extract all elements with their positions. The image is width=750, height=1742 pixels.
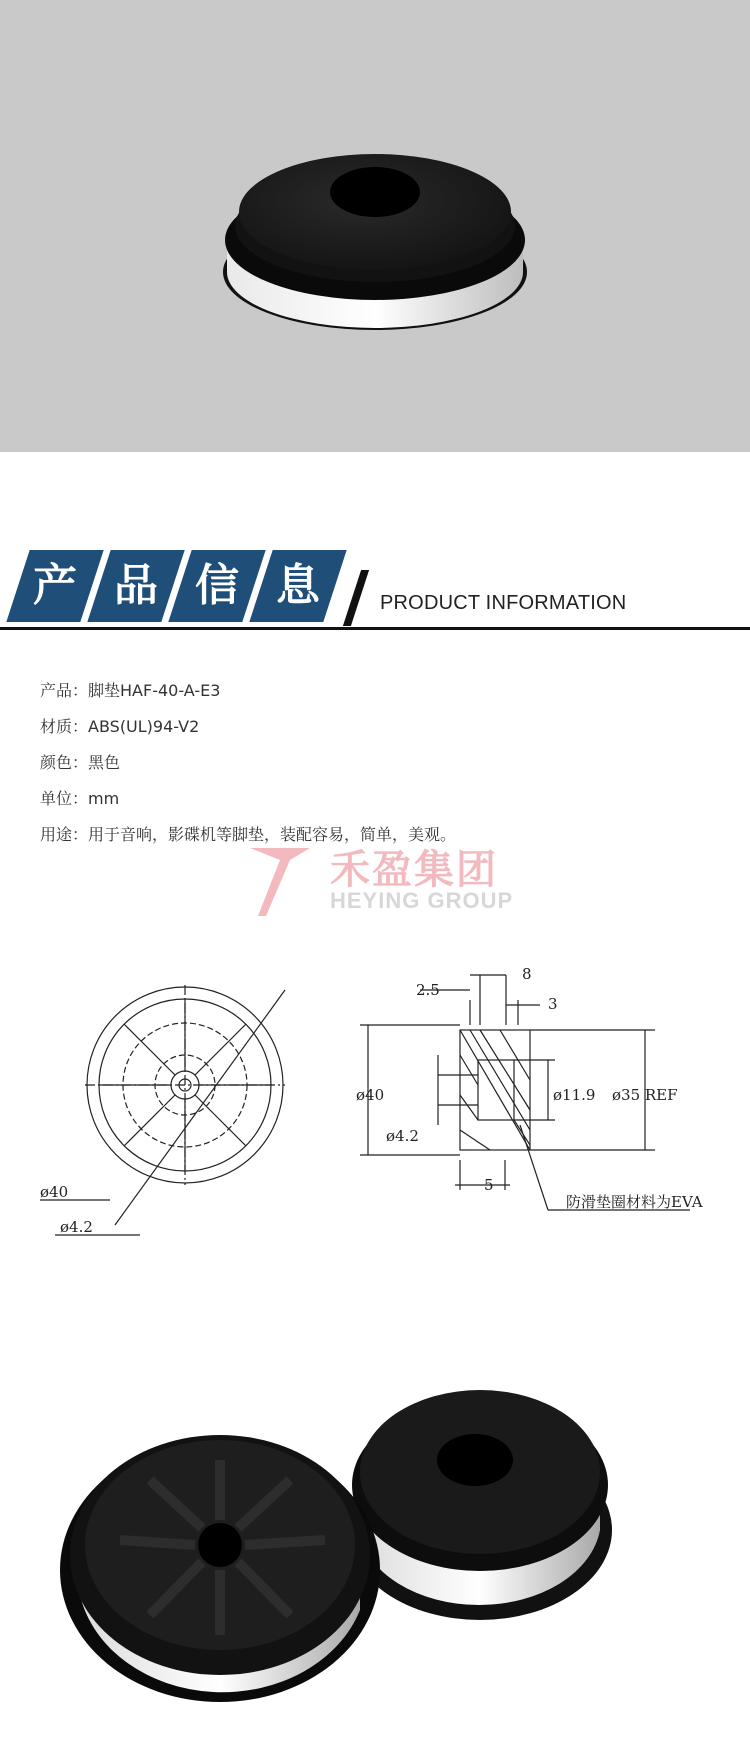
info-label: 产品：	[40, 681, 89, 700]
info-label: 颜色：	[40, 753, 89, 772]
dim-front-hole: ø4.2	[60, 1218, 93, 1236]
info-value: 脚垫HAF-40-A-E3	[88, 681, 221, 700]
header-slash	[343, 570, 369, 626]
info-value: 用于音响，影碟机等脚垫，装配容易，简单，美观。	[88, 825, 457, 844]
info-value: ABS(UL)94-V2	[88, 717, 200, 736]
brand-watermark	[240, 838, 520, 918]
material-note: 防滑垫圈材料为EVA	[566, 1193, 703, 1211]
drawing-svg	[0, 945, 750, 1275]
dim-5: 5	[484, 1176, 494, 1194]
header-divider	[0, 627, 750, 630]
info-value: 黑色	[88, 753, 121, 772]
info-value: mm	[88, 789, 120, 808]
foot-pad-render	[0, 0, 750, 452]
info-row-product	[40, 678, 220, 701]
dim-side-35: ø35 REF	[612, 1086, 678, 1104]
header-char-box: 品	[87, 550, 184, 622]
product-photo-bottom	[60, 1380, 700, 1730]
info-row-material	[40, 714, 199, 737]
watermark-en: HEYING GROUP	[330, 888, 514, 913]
info-label: 材质：	[40, 717, 89, 736]
info-row-unit	[40, 786, 119, 809]
dim-2-5: 2.5	[416, 981, 440, 999]
foot-pad-pair-render	[60, 1380, 700, 1730]
brand-logo-icon	[240, 838, 320, 918]
product-photo-top	[0, 0, 750, 452]
dim-side-4-2: ø4.2	[386, 1127, 419, 1145]
info-label: 用途：	[40, 825, 89, 844]
dim-front-outer: ø40	[40, 1183, 69, 1201]
header-english-title: PRODUCT INFORMATION	[380, 592, 627, 614]
dim-3: 3	[548, 995, 558, 1013]
section-header	[0, 540, 750, 630]
info-row-color	[40, 750, 120, 773]
watermark-cn: 禾盈集团	[330, 847, 498, 893]
header-char-box: 产	[6, 550, 103, 622]
dim-side-11-9: ø11.9	[553, 1086, 596, 1104]
header-char-box: 息	[249, 550, 346, 622]
technical-drawing	[0, 945, 750, 1275]
info-label: 单位：	[40, 789, 89, 808]
header-char-box: 信	[168, 550, 265, 622]
dim-side-40: ø40	[356, 1086, 385, 1104]
dim-8: 8	[522, 965, 532, 983]
